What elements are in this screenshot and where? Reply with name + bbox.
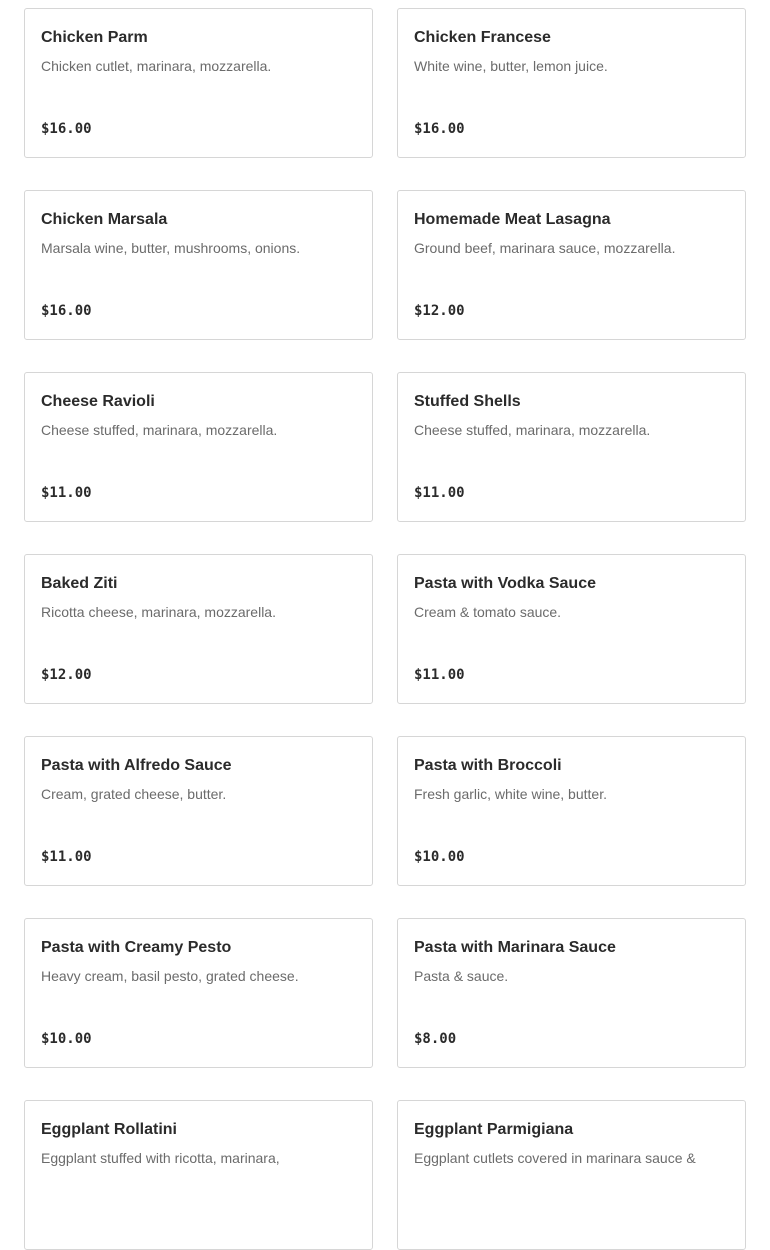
menu-item-price: $16.00 <box>414 121 465 137</box>
menu-item-description: Marsala wine, butter, mushrooms, onions. <box>41 240 301 256</box>
menu-item-card[interactable] <box>397 190 746 340</box>
menu-item-price: $11.00 <box>414 667 465 683</box>
menu-item-description: Eggplant cutlets covered in marinara sauce & <box>414 1150 696 1166</box>
menu-item-description: Ground beef, marinara sauce, mozzarella. <box>414 240 676 256</box>
menu-item-description: Eggplant stuffed with ricotta, marinara, <box>41 1150 280 1166</box>
menu-item-card[interactable] <box>397 736 746 886</box>
menu-item-name: Chicken Parm <box>41 29 148 46</box>
menu-item-description: Ricotta cheese, marinara, mozzarella. <box>41 604 276 620</box>
menu-item-price: $12.00 <box>414 303 465 319</box>
menu-item-card[interactable] <box>24 1100 373 1250</box>
menu-item-name: Pasta with Creamy Pesto <box>41 939 232 956</box>
menu-item-card[interactable] <box>24 736 373 886</box>
menu-item-price: $11.00 <box>41 485 92 501</box>
menu-item-name: Pasta with Marinara Sauce <box>414 939 616 956</box>
menu-item-card[interactable] <box>397 918 746 1068</box>
menu-item-description: Cheese stuffed, marinara, mozzarella. <box>41 422 278 438</box>
menu-item-card[interactable] <box>24 8 373 158</box>
menu-item-description: Cream, grated cheese, butter. <box>41 786 227 802</box>
menu-item-price: $11.00 <box>41 849 92 865</box>
menu-item-grid <box>24 8 746 1250</box>
menu-item-price: $12.00 <box>41 667 92 683</box>
menu-item-description: Chicken cutlet, marinara, mozzarella. <box>41 58 272 74</box>
menu-item-description: Heavy cream, basil pesto, grated cheese. <box>41 968 299 984</box>
menu-item-price: $16.00 <box>41 303 92 319</box>
menu-item-card[interactable] <box>24 190 373 340</box>
menu-item-card[interactable] <box>24 372 373 522</box>
menu-item-name: Cheese Ravioli <box>41 393 155 410</box>
menu-item-price: $10.00 <box>41 1031 92 1047</box>
menu-item-name: Stuffed Shells <box>414 393 521 410</box>
menu-item-card[interactable] <box>24 554 373 704</box>
menu-item-card[interactable] <box>397 372 746 522</box>
menu-item-name: Chicken Francese <box>414 29 551 46</box>
menu-item-price: $8.00 <box>414 1031 457 1047</box>
menu-item-name: Pasta with Vodka Sauce <box>414 575 596 592</box>
menu-item-description: White wine, butter, lemon juice. <box>414 58 608 74</box>
menu-item-name: Baked Ziti <box>41 575 118 592</box>
menu-item-description: Cream & tomato sauce. <box>414 604 562 620</box>
menu-item-description: Pasta & sauce. <box>414 968 509 984</box>
menu-item-name: Eggplant Rollatini <box>41 1121 177 1138</box>
menu-item-name: Homemade Meat Lasagna <box>414 211 611 228</box>
menu-item-card[interactable] <box>24 918 373 1068</box>
menu-item-price: $10.00 <box>414 849 465 865</box>
menu-item-description: Cheese stuffed, marinara, mozzarella. <box>414 422 651 438</box>
menu-item-card[interactable] <box>397 8 746 158</box>
menu-item-name: Eggplant Parmigiana <box>414 1121 574 1138</box>
menu-item-price: $16.00 <box>41 121 92 137</box>
menu-item-price: $11.00 <box>414 485 465 501</box>
menu-item-name: Pasta with Broccoli <box>414 757 562 774</box>
menu-item-card[interactable] <box>397 1100 746 1250</box>
menu-item-card[interactable] <box>397 554 746 704</box>
menu-item-name: Pasta with Alfredo Sauce <box>41 757 232 774</box>
menu-item-name: Chicken Marsala <box>41 211 168 228</box>
menu-item-description: Fresh garlic, white wine, butter. <box>414 786 607 802</box>
